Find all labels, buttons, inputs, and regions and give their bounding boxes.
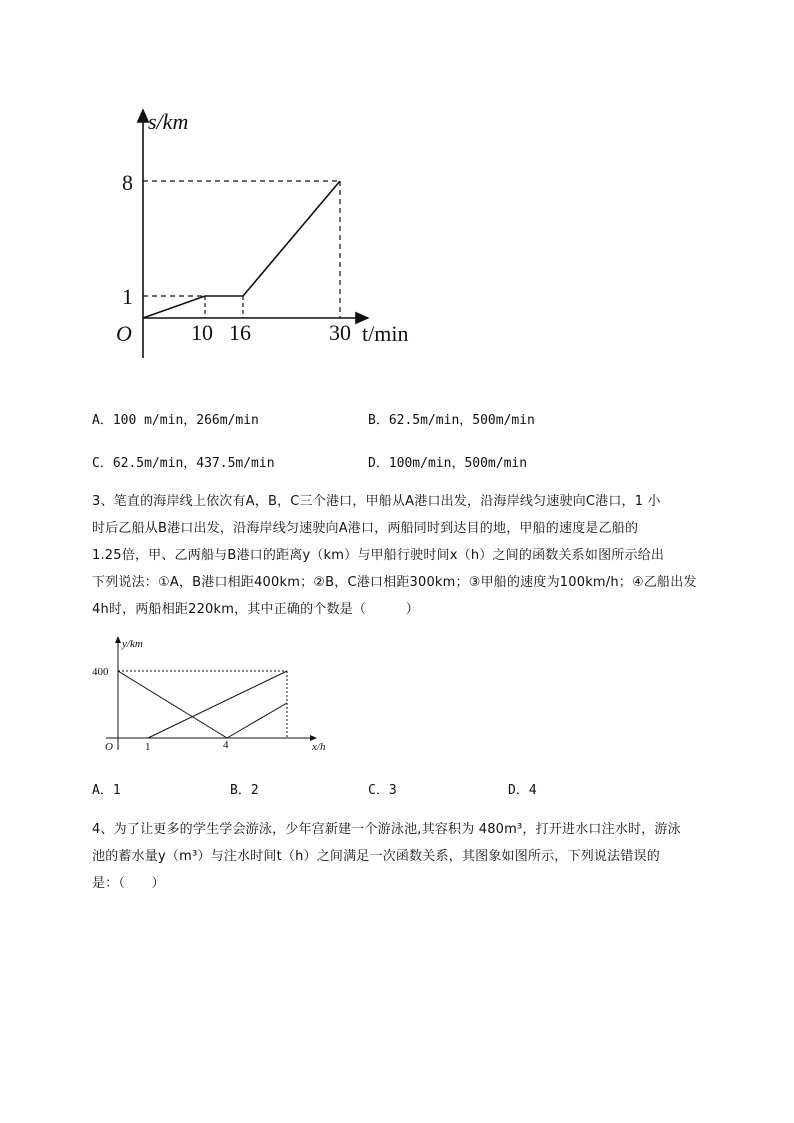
q2-option-b: B．62.5m/min，500m/min [368, 413, 535, 428]
q3-line-1: 3、笔直的海岸线上依次有A，B，C三个港口，甲船从A港口出发，沿海岸线匀速驶向C港口，1 小 [92, 494, 661, 509]
y-tick-8: 8 [122, 170, 133, 195]
ship-a-line-down [118, 671, 227, 738]
q3-line-2: 时后乙船从B港口出发，沿海岸线匀速驶向A港口，两船同时到达目的地，甲船的速度是乙船的 [92, 521, 639, 536]
distance-time-graph [100, 100, 430, 365]
q3-line-5: 4h时，两船相距220km，其中正确的个数是（ ） [92, 602, 419, 617]
q4-line-1: 4、为了让更多的学生学会游泳，少年宫新建一个游泳池,其容积为 480m³，打开进水口注水时，游泳 [92, 822, 681, 837]
x-tick-16: 16 [229, 320, 251, 345]
origin-label: O [105, 741, 113, 753]
x-tick-4: 4 [223, 739, 229, 751]
x-tick-1: 1 [145, 741, 151, 753]
y-tick-1: 1 [122, 284, 133, 309]
q3-line-3: 1.25倍，甲、乙两船与B港口的距离y（km）与甲船行驶时间x（h）之间的函数关系如图所示给出 [92, 548, 665, 563]
ship-a-line-up [227, 703, 287, 738]
q3-option-d: D．4 [508, 783, 537, 798]
q3-option-a: A．1 [92, 783, 121, 798]
question-4-text [92, 816, 742, 897]
q2-option-c: C．62.5m/min，437.5m/min [92, 456, 275, 471]
q4-line-3: 是：（ ） [92, 876, 165, 891]
q3-option-c: C．3 [368, 783, 397, 798]
q3-line-4: 下列说法：①A，B港口相距400km；②B，C港口相距300km；③甲船的速度为100km/h；④乙船出发 [92, 575, 697, 590]
x-axis-label: t/min [362, 321, 409, 346]
distance-port-graph [88, 632, 338, 757]
x-tick-10: 10 [191, 320, 213, 345]
question-3-text [92, 488, 742, 623]
y-axis-label: s/km [148, 109, 189, 134]
q3-option-b: B．2 [230, 783, 259, 798]
y-tick-400: 400 [92, 666, 109, 678]
x-tick-30: 30 [329, 320, 351, 345]
origin-label: O [116, 321, 132, 346]
distance-line [143, 181, 340, 318]
q4-line-2: 池的蓄水量y（m³）与注水时间t（h）之间满足一次函数关系，其图象如图所示，下列说法错误的 [92, 849, 660, 864]
q2-option-a: A．100 m/min，266m/min [92, 413, 259, 428]
q2-option-d: D．100m/min，500m/min [368, 456, 528, 471]
y-axis-label: y/km [122, 638, 143, 650]
x-axis-label: x/h [312, 741, 326, 753]
ship-b-line [148, 671, 287, 738]
